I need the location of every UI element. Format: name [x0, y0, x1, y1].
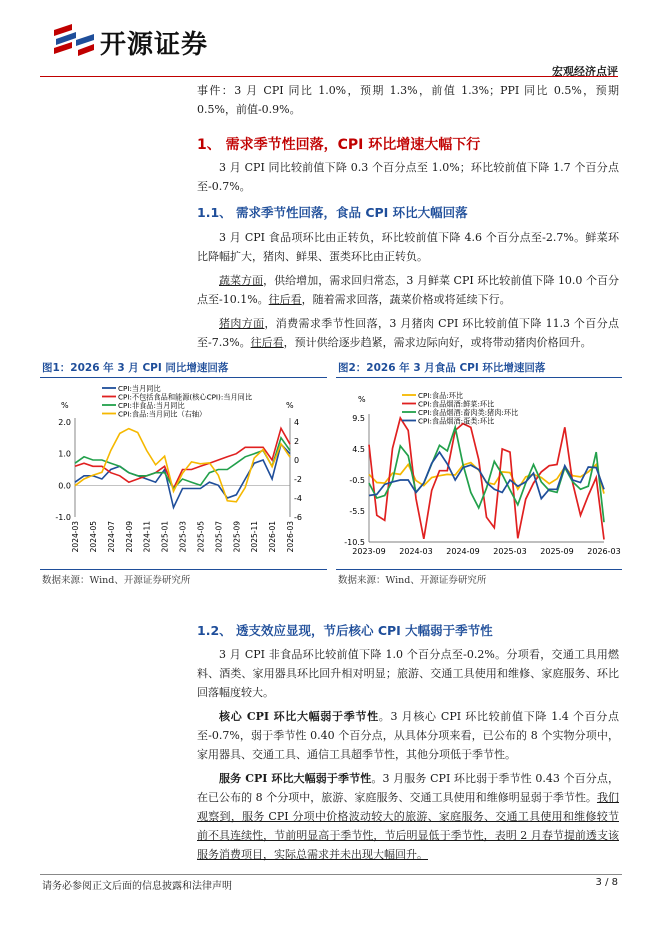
vegetable-text: ，供给增加，需求回归常态，3 月鲜菜 CPI 环比较前值下降 10.0 个百分点至-10.1%。: [197, 274, 620, 306]
fig1-x-tick: 2024-03: [71, 521, 80, 553]
fig1-right-tick: 4: [294, 418, 300, 427]
service-cpi-lead: 服务 CPI 环比大幅弱于季节性: [219, 772, 372, 785]
fig1-x-tick: 2025-03: [178, 521, 188, 553]
fig1-series-line-3: [75, 438, 290, 489]
fig1-title: 图1：2026 年 3 月 CPI 同比增速回落: [42, 362, 229, 374]
section-1-2-paragraph-1: 3 月 CPI 非食品环比较前值下降 1.0 个百分点至-0.2%。分项看，交通工具用燃料、酒类、家用器具环比回升相对明显；旅游、交通工具使用和维修、家庭服务、环比回落幅度较大。: [197, 648, 619, 699]
section-1-1-paragraph-1: 3 月 CPI 食品项环比由正转负，环比较前值下降 4.6 个百分点至-2.7%。鲜菜环比降幅扩大，猪肉、鲜果、蛋类环比由正转负。: [197, 231, 619, 263]
fig1-left-tick: 2.0: [58, 418, 71, 427]
fig1-right-tick: -2: [294, 475, 302, 484]
section-1-title: 1、 需求季节性回落，CPI 环比增速大幅下行: [197, 137, 481, 153]
fig1-x-tick: 2026-03: [286, 521, 295, 553]
fig1-right-tick: 2: [294, 437, 300, 446]
fig1-chart: [40, 380, 328, 568]
fig1-left-unit: %: [61, 401, 69, 410]
vegetable-lead: 蔬菜方面: [219, 274, 264, 287]
vegetable-outlook-lead: 往后看: [268, 293, 302, 306]
pork-lead: 猪肉方面: [219, 317, 265, 330]
fig2-y-tick: -5.5: [349, 507, 365, 516]
fig1-bottom-rule: [40, 569, 327, 570]
fig1-x-tick: 2024-11: [142, 521, 152, 553]
service-cpi-text: 。3 月服务 CPI 环比弱于季节性 0.43 个百分点，在已公布的 8 个分项中，旅游、家庭服务、交通工具使用和维修明显弱于季节性。: [197, 772, 619, 804]
fig1-right-tick: 0: [294, 456, 300, 465]
fig2-legend-label-2: CPI:食品烟酒:鲜菜:环比: [418, 399, 495, 409]
fig2-title: 图2：2026 年 3 月食品 CPI 环比增速回落: [338, 362, 546, 374]
report-category: 宏观经济点评: [552, 65, 618, 78]
fig1-x-tick: 2025-07: [214, 521, 224, 553]
fig1-legend-label-1: CPI:当月同比: [118, 384, 161, 393]
core-cpi-lead: 核心 CPI 环比大幅弱于季节性: [219, 710, 379, 723]
fig1-left-tick: 0.0: [58, 481, 71, 491]
section-1-2-title: 1.2、 透支效应显现，节后核心 CPI 大幅弱于季节性: [197, 623, 493, 638]
fig2-series-line-2: [369, 418, 604, 540]
service-cpi-observation: 我们观察到，服务 CPI 分项中价格波动较大的旅游、家庭服务、交通工具使用和维修较节前不具连续性，节前明显高于季节性，节后明显低于季节性，表明 2 月春节提前透支该服务消费项目，实际总需求并未出现大幅回升。: [197, 791, 619, 861]
fig1-right-unit: %: [286, 401, 294, 410]
fig2-series-line-3: [369, 427, 604, 522]
page-number: 3 / 8: [595, 877, 618, 888]
fig2-y-tick: 9.5: [352, 414, 365, 423]
footer-disclaimer: 请务必参阅正文后面的信息披露和法律声明: [42, 881, 232, 892]
fig2-y-unit: %: [358, 395, 366, 404]
brand-name: 开源证券: [100, 30, 209, 60]
section-1-1-paragraph-3: [197, 314, 619, 352]
fig2-bottom-rule: [336, 569, 622, 570]
fig1-x-tick: 2025-05: [196, 521, 206, 553]
fig1-series-line-4: [75, 429, 290, 502]
section-1-paragraph: 3 月 CPI 同比较前值下降 0.3 个百分点至 1.0%；环比较前值下降 1.7 个百分点至-0.7%。: [197, 161, 619, 193]
fig1-left-tick: 1.0: [58, 449, 71, 459]
fig2-chart: [336, 380, 623, 568]
fig1-left-tick: -1.0: [55, 513, 71, 522]
fig1-x-tick: 2024-09: [124, 521, 134, 553]
fig1-x-tick: 2024-05: [88, 521, 98, 553]
fig1-title-rule: [40, 377, 327, 378]
fig2-legend-label-1: CPI:食品:环比: [418, 391, 464, 400]
fig2-x-tick: 2023-09: [352, 547, 386, 556]
fig1-legend-label-3: CPI:非食品:当月同比: [118, 401, 185, 410]
fig1-right-tick: -6: [294, 513, 302, 522]
fig2-x-tick: 2024-09: [446, 547, 480, 556]
fig1-x-tick: 2026-01: [268, 521, 278, 553]
section-1-1-paragraph-2: [197, 271, 619, 309]
pork-outlook-text: ，预计供给逐步趋紧，需求边际向好，或将带动猪肉价格回升。: [283, 336, 592, 349]
fig1-x-tick: 2025-11: [250, 521, 260, 553]
fig1-x-tick: 2025-09: [232, 521, 242, 553]
core-cpi-text: 。3 月核心 CPI 环比较前值下降 1.4 个百分点至-0.7%，弱于季节性 0.40 个百分点，从具体分项来看，已公布的 8 个实物分项中，家用器具、交通工具、通信工具超季节性，其他分项低于季节性。: [197, 710, 619, 761]
pork-outlook-lead: 往后看: [250, 336, 284, 349]
fig2-title-rule: [336, 377, 622, 378]
vegetable-outlook-text: ，随着需求回落，蔬菜价格或将延续下行。: [301, 293, 511, 306]
fig2-x-tick: 2025-03: [493, 547, 527, 556]
pork-text: ，消费需求季节性回落，3 月猪肉 CPI 环比较前值下降 11.3 个百分点至-7.3%。: [197, 317, 619, 349]
section-1-1-title: 1.1、 需求季节性回落，食品 CPI 环比大幅回落: [197, 205, 468, 220]
fig2-legend-label-4: CPI:食品烟酒:蛋类:环比: [418, 416, 495, 426]
fig2-x-tick: 2026-03: [587, 547, 621, 556]
fig1-legend-label-2: CPI:不包括食品和能源(核心CPI):当月同比: [118, 392, 253, 402]
fig2-legend-label-3: CPI:食品烟酒:畜肉类:猪肉:环比: [418, 408, 519, 417]
fig1-legend-label-4: CPI:食品:当月同比（右轴）: [118, 409, 207, 419]
fig2-x-tick: 2025-09: [540, 547, 574, 556]
fig2-x-tick: 2024-03: [399, 547, 433, 556]
fig2-y-tick: -10.5: [344, 538, 365, 547]
fig2-source: 数据来源：Wind、开源证券研究所: [338, 575, 487, 586]
fig1-x-tick: 2025-01: [160, 521, 170, 553]
fig2-y-tick: -0.5: [349, 476, 365, 485]
fig1-source: 数据来源：Wind、开源证券研究所: [42, 575, 191, 586]
section-1-2-paragraph-3: [197, 769, 619, 864]
fig1-right-tick: -4: [294, 494, 302, 503]
footer-divider: [40, 874, 622, 875]
brand-logo-icon: [50, 20, 98, 62]
fig2-y-tick: 4.5: [352, 445, 365, 454]
fig1-x-tick: 2024-07: [106, 521, 116, 553]
section-1-2-paragraph-2: [197, 707, 619, 764]
header-divider: [40, 76, 618, 77]
event-summary: 事件：3 月 CPI 同比 1.0%，预期 1.3%，前值 1.3%；PPI 同比 0.5%，预期 0.5%，前值-0.9%。: [197, 84, 619, 116]
